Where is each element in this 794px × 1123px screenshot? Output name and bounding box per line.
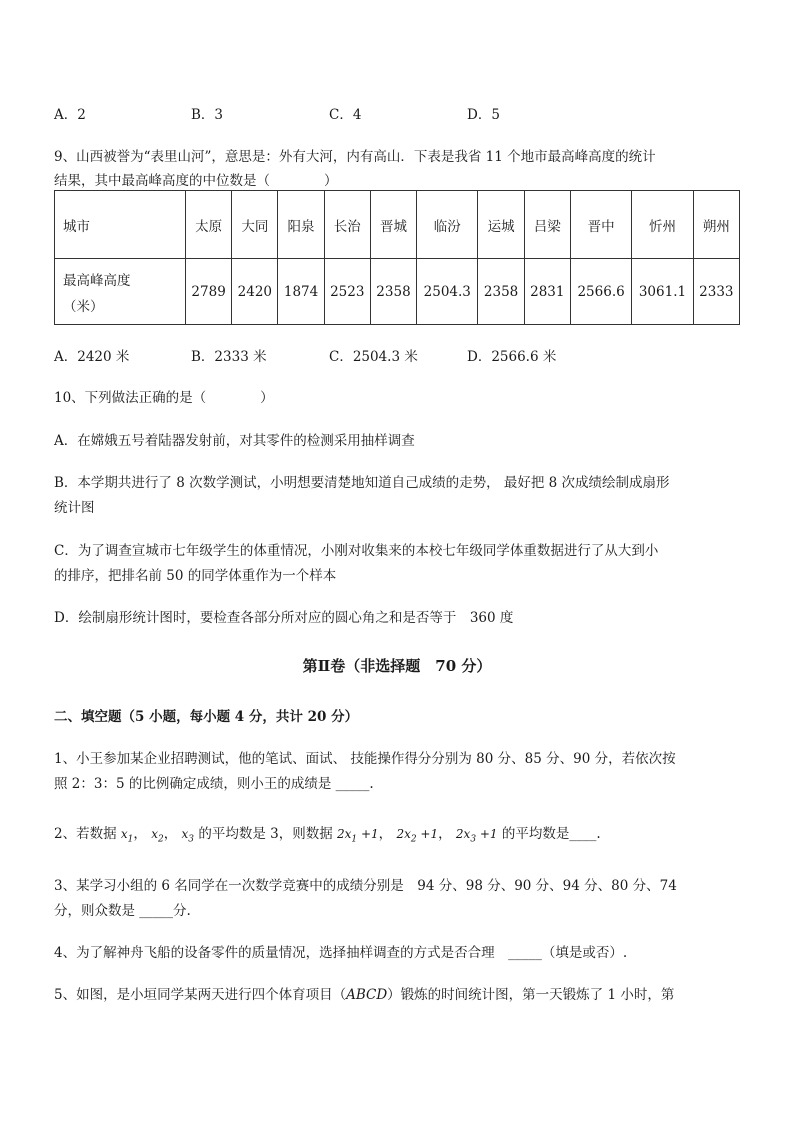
peak-height-table [54,190,740,325]
q8-option-b: B．3 [191,107,224,123]
city-cell: 长治 [324,191,370,259]
fill4-line: 4、为了解神舟飞船的设备零件的质量情况，选择抽样调查的方式是否合理 _____（填是或否）. [54,945,628,961]
height-cell: 2566.6 [570,259,631,325]
fill5-line [54,983,674,1003]
fill5-after: ）锻炼的时间统计图，第一天锻炼了 1 小时，第 [387,987,675,1003]
row-label [55,259,186,325]
city-cell: 大同 [232,191,278,259]
fill2-line [54,822,601,844]
separator: ， [133,826,147,842]
q10-option-d: D．绘制扇形统计图时，要检查各部分所对应的圆心角之和是否等于 360 度 [54,610,514,626]
q8-option-d: D．5 [467,107,500,123]
math-2x3-plus-1: $2x_3 +1$ [455,827,498,845]
section-title: 第Ⅱ卷（非选择题 70 分） [302,657,492,675]
q10-option-c-line2: 的排序，把排名前 50 的同学体重作为一个样本 [54,568,337,584]
q9-option-a: A．2420 米 [54,349,130,365]
city-cell: 忻州 [632,191,693,259]
q9-stem-line1: 9、山西被誉为“表里山河”，意思是：外有大河，内有高山．下表是我省 11 个地市最高峰高度的统计 [54,149,656,165]
fill2-prefix: 2、若数据 [54,826,117,842]
q9-option-c: C．2504.3 米 [329,349,418,365]
height-cell: 2358 [370,259,416,325]
fill3-line2: 分，则众数是 _____分. [54,903,191,919]
header-label: 城市 [55,191,186,259]
height-cell: 1874 [278,259,324,325]
q10-option-a: A．在嫦娥五号着陆器发射前，对其零件的检测采用抽样调查 [54,433,415,449]
row-label-line1: 最高峰高度 [63,272,131,289]
separator: ， [378,826,393,842]
height-cell: 2333 [693,259,739,325]
fill1-line2: 照 2：3：5 的比例确定成绩，则小王的成绩是 _____. [54,776,374,792]
math-2x1-plus-1: $2x_1 +1$ [337,827,379,845]
city-cell: 阳泉 [278,191,324,259]
q9-option-b: B．2333 米 [191,349,267,365]
q9-stem-line2: 结果，其中最高峰高度的中位数是（ ） [54,173,338,189]
city-cell: 朔州 [693,191,739,259]
height-cell: 2789 [186,259,232,325]
fill5-before: 5、如图，是小垣同学某两天进行四个体育项目（ [54,987,347,1003]
math-x2: $x_2$ [151,827,164,845]
q10-option-b-line1: B．本学期共进行了 8 次数学测试，小明想要清楚地知道自己成绩的走势， 最好把 8 次成绩绘制成扇形 [54,475,670,491]
q8-option-a: A．2 [54,107,86,123]
q10-option-b-line2: 统计图 [54,500,95,516]
q9-option-d: D．2566.6 米 [467,349,557,365]
math-x3: $x_3$ [181,827,195,845]
q8-option-c: C．4 [329,107,362,123]
height-cell: 3061.1 [632,259,693,325]
height-cell: 2523 [324,259,370,325]
q10-option-c-line1: C．为了调查宣城市七年级学生的体重情况，小刚对收集来的本校七年级同学体重数据进行了从大到小 [54,543,659,559]
height-cell: 2504.3 [417,259,478,325]
height-cell: 2831 [524,259,570,325]
table-header-row [55,191,740,259]
part2-title: 二、填空题（5 小题，每小题 4 分，共计 20 分） [54,709,359,725]
city-cell: 运城 [478,191,524,259]
height-cell: 2420 [232,259,278,325]
fill2-mid: 的平均数是 3，则数据 [198,826,333,842]
separator: ， [163,826,178,842]
city-cell: 太原 [186,191,232,259]
city-cell: 晋中 [570,191,631,259]
fill5-items: ABCD [346,987,388,1003]
math-2x2-plus-1: $2x_2 +1$ [396,827,439,845]
fill1-line1: 1、小王参加某企业招聘测试，他的笔试、面试、 技能操作得分分别为 80 分、85 分、90 分，若依次按 [54,751,676,767]
math-x1: $x_1$ [120,827,134,845]
fill3-line1: 3、某学习小组的 6 名同学在一次数学竞赛中的成绩分别是 94 分、98 分、90 分、94 分、80 分、74 [54,878,677,894]
table-height-row [55,259,740,325]
q10-stem: 10、下列做法正确的是（ ） [54,390,274,406]
separator: ， [438,826,452,842]
city-cell: 晋城 [370,191,416,259]
city-cell: 吕梁 [524,191,570,259]
city-cell: 临汾 [417,191,478,259]
row-label-line2: （米） [63,298,104,315]
fill2-suffix: 的平均数是____. [501,826,601,842]
height-cell: 2358 [478,259,524,325]
